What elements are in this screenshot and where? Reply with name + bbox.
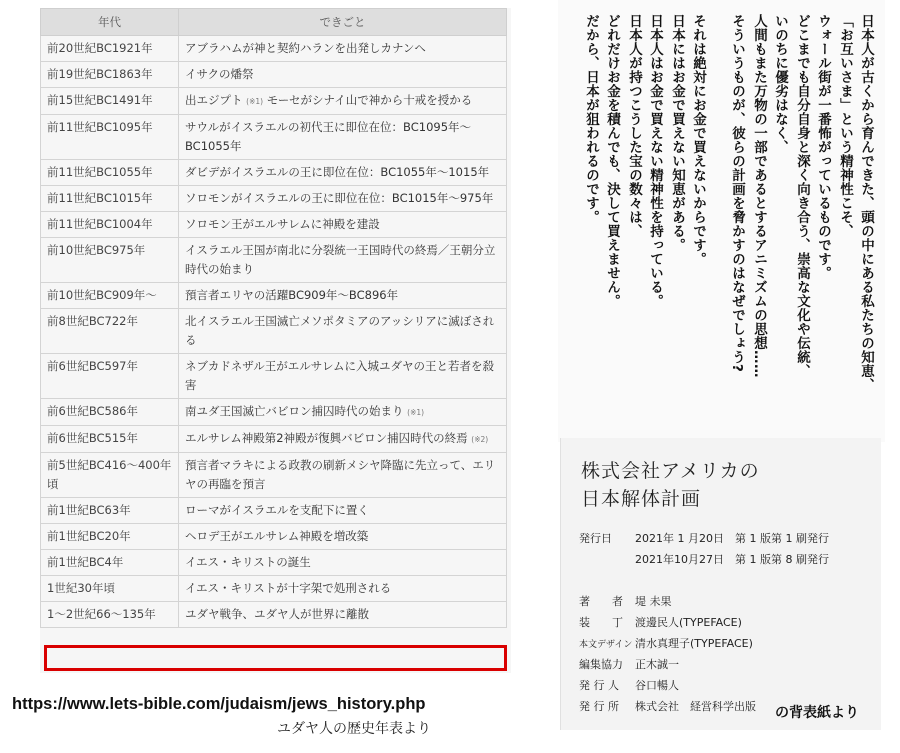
era-cell: 前20世紀BC1921年 [41,36,179,62]
table-row [41,88,507,115]
era-cell: 前5世紀BC416〜400年頃 [41,453,179,498]
vertical-text-column: 「お互いさま」という精神性こそ、 [837,14,853,238]
event-cell [179,426,507,453]
event-text: 預言者マラキによる政教の刷新メシヤ降臨に先立って、エリヤの再臨を預言 [185,458,496,491]
vertical-text-column: 日本人が古くから育んできた、頭の中にある私たちの知恵、 [858,14,874,392]
colophon-credit-row [579,635,753,651]
colophon-title-line-2: 日本解体計画 [581,488,702,510]
credit-label: 装 丁 [579,616,623,629]
era-cell: 1世紀30年頃 [41,576,179,602]
source-caption: ユダヤ人の歴史年表より [277,721,431,737]
column-header-era: 年代 [41,9,179,36]
credit-label: 本文デザイン [579,640,633,650]
event-cell [179,524,507,550]
issue-date-label: 発行日 [579,532,612,545]
vertical-text-column: ウォール街が一番怖がっているものです。 [815,14,831,280]
event-text: ヘロデ王がエルサレム神殿を増改築 [185,529,369,543]
event-cell [179,354,507,399]
issue-date-2: 2021年10月27日 第 1 版第 8 刷発行 [635,553,829,566]
event-cell [179,62,507,88]
credit-label: 著 者 [579,595,623,608]
era-cell: 前11世紀BC1055年 [41,160,179,186]
vertical-text-column: いのちに優劣はなく、 [772,14,788,154]
vertical-text-column: そういうものが、彼らの計画を脅かすのはなぜでしょう? [729,14,745,373]
event-text-continued: モーセがシナイ山で神から十戒を授かる [266,93,473,107]
vertical-text-column: どこまでも自分自身と深く向き合う、崇高な文化や伝統、 [794,14,810,378]
table-row [41,238,507,283]
table-row [41,602,507,628]
credit-value: 清水真理子(TYPEFACE) [635,637,753,650]
era-cell: 前11世紀BC1004年 [41,212,179,238]
era-cell: 前8世紀BC722年 [41,309,179,354]
colophon-credit-row [579,593,672,609]
credit-value: 株式会社 経営科学出版 [635,700,756,713]
era-cell: 前19世紀BC1863年 [41,62,179,88]
event-cell [179,212,507,238]
event-text: 出エジプト [185,93,243,107]
colophon-credit-row [579,698,756,714]
column-header-event: できごと [179,9,507,36]
table-row [41,212,507,238]
event-text: 預言者エリヤの活躍BC909年〜BC896年 [185,288,399,302]
vertical-text-column: だから、日本が狙われるのです。 [583,14,599,224]
era-cell: 前10世紀BC975年 [41,238,179,283]
event-text: サウルがイスラエルの初代王に即位在位：BC1095年〜BC1055年 [185,120,472,153]
credit-value: 堤 未果 [635,595,672,608]
table-header-row [41,9,507,36]
event-cell [179,88,507,115]
table-row [41,354,507,399]
event-text: ローマがイスラエルを支配下に置く [185,503,369,517]
event-cell [179,160,507,186]
event-cell [179,602,507,628]
footnote-marker: (※1) [407,408,425,417]
era-cell: 前11世紀BC1015年 [41,186,179,212]
era-cell: 前1世紀BC20年 [41,524,179,550]
history-timeline-table [40,8,507,628]
event-text: イスラエル王国が南北に分裂統一王国時代の終焉／王朝分立時代の始まり [185,243,496,276]
event-cell [179,283,507,309]
table-row [41,550,507,576]
era-cell: 1〜2世紀66〜135年 [41,602,179,628]
credit-label: 発 行 所 [579,700,619,713]
era-cell: 前6世紀BC597年 [41,354,179,399]
source-url: https://www.lets-bible.com/judaism/jews_history.php [12,695,426,713]
back-cover-caption: の背表紙より [775,705,859,721]
event-text: 北イスラエル王国滅亡メソポタミアのアッシリアに滅ぼされる [185,314,495,347]
history-timeline-table-panel [40,8,511,673]
table-row [41,160,507,186]
era-cell: 前11世紀BC1095年 [41,115,179,160]
credit-value: 谷口暢人 [635,679,679,692]
colophon-issue-row-1 [579,530,829,546]
table-row [41,283,507,309]
table-row [41,62,507,88]
event-text: イエス・キリストが十字架で処刑される [185,581,392,595]
era-cell: 前6世紀BC586年 [41,399,179,426]
vertical-text-column: 日本人はお金で買えない精神性を持っている。 [647,14,663,308]
footnote-marker: (※2) [471,435,489,444]
book-excerpt-vertical-text [558,0,885,442]
credit-label: 発 行 人 [579,679,619,692]
table-row [41,399,507,426]
event-text: ダビデがイスラエルの王に即位在位：BC1055年〜1015年 [185,165,490,179]
highlight-box [44,645,507,671]
colophon-issue-row-2 [579,551,829,567]
table-row [41,186,507,212]
credit-value: 正木誠一 [635,658,679,671]
event-cell [179,399,507,426]
era-cell: 前10世紀BC909年〜 [41,283,179,309]
event-text: ユダヤ戦争、ユダヤ人が世界に離散 [185,607,369,621]
vertical-text-column: 日本人が持つこうした宝の数々は、 [626,14,642,238]
event-cell [179,498,507,524]
era-cell: 前1世紀BC63年 [41,498,179,524]
table-row [41,36,507,62]
credit-label: 編集協力 [579,658,623,671]
table-row [41,453,507,498]
event-text: イエス・キリストの誕生 [185,555,311,569]
event-text: アブラハムが神と契約ハランを出発しカナンへ [185,41,426,55]
book-colophon [560,438,881,730]
table-row [41,115,507,160]
footnote-marker: (※1) [246,97,264,106]
era-cell: 前6世紀BC515年 [41,426,179,453]
era-cell: 前1世紀BC4年 [41,550,179,576]
table-row [41,309,507,354]
table-row [41,576,507,602]
colophon-credit-row [579,677,679,693]
event-text: 南ユダ王国滅亡バビロン捕囚時代の始まり [185,404,404,418]
vertical-text-column: それは絶対にお金で買えないからです。 [690,14,706,266]
colophon-credit-row [579,614,742,630]
event-cell [179,186,507,212]
event-cell [179,238,507,283]
event-cell [179,576,507,602]
issue-date-1: 2021年 1 月20日 第 1 版第 1 刷発行 [635,532,829,545]
colophon-credit-row [579,656,679,672]
table-row [41,426,507,453]
event-cell [179,453,507,498]
vertical-text-column: 人間もまた万物の一部であるとするアニミズムの思想…… [751,14,767,378]
vertical-text-column: 日本にはお金で買えない知恵がある。 [669,14,685,252]
table-row [41,524,507,550]
vertical-text-column: どれだけお金を積んでも、決して買えません。 [604,14,620,308]
event-text: ネブカドネザル王がエルサレムに入城ユダヤの王と若者を殺害 [185,359,495,392]
era-cell: 前15世紀BC1491年 [41,88,179,115]
event-text: ソロモンがイスラエルの王に即位在位：BC1015年〜975年 [185,191,494,205]
table-row [41,498,507,524]
event-cell [179,36,507,62]
credit-value: 渡邊民人(TYPEFACE) [635,616,742,629]
colophon-title-line-1: 株式会社アメリカの [581,460,760,482]
event-text: ソロモン王がエルサレムに神殿を建設 [185,217,380,231]
event-cell [179,309,507,354]
event-text: エルサレム神殿第2神殿が復興バビロン捕囚時代の終焉 [185,431,468,445]
event-text: イサクの燔祭 [185,67,254,81]
event-cell [179,115,507,160]
event-cell [179,550,507,576]
